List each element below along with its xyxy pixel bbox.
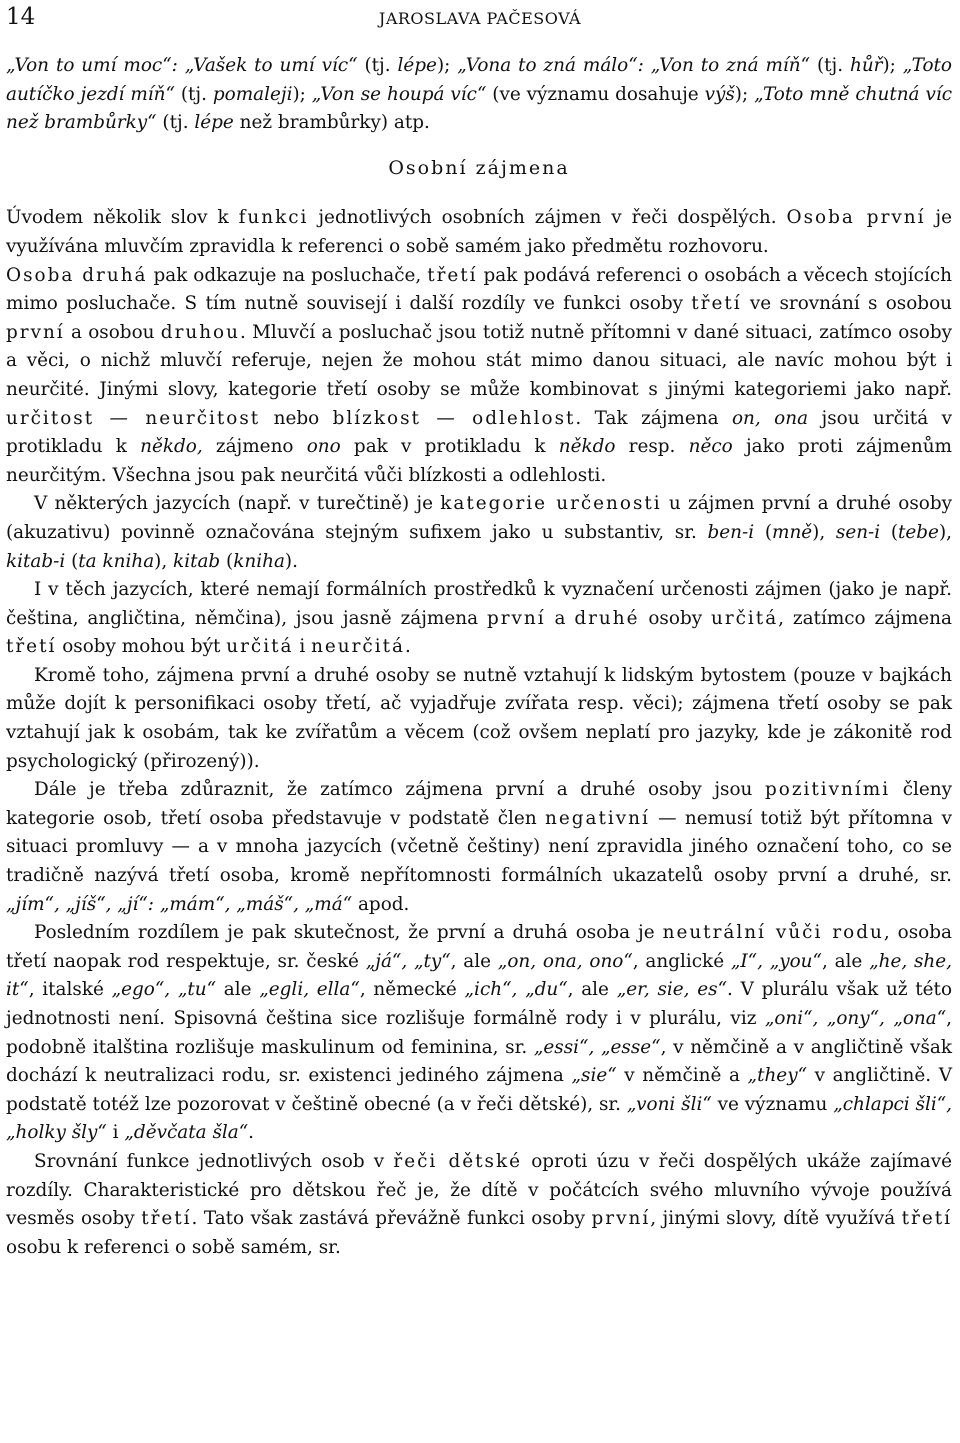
italic-run: „Von to umí moc“: „Vašek to umí víc“: [6, 55, 358, 76]
text-run: Srovnání funkce jednotlivých osob v: [34, 1150, 394, 1172]
paragraph: [6, 662, 952, 776]
italic-run: „ich“, „du“: [464, 979, 568, 1001]
text-run: pak podává referenci o osobách a věcech stojících mimo posluchače. S tím nutně souvisejí i další rozdíly ve funkci osoby: [6, 264, 952, 315]
text-run: , zatímco zájmena: [778, 607, 952, 629]
italic-run: on, ona: [731, 407, 809, 429]
text-run: , jinými slovy, dítě využívá: [650, 1208, 902, 1230]
paragraph: [6, 52, 952, 138]
italic-run: kitab: [173, 550, 221, 572]
text-run: nebo: [260, 407, 333, 429]
text-run: apod.: [352, 893, 410, 915]
text-run: a osobou: [64, 321, 161, 343]
text-run: , anglické: [632, 950, 731, 972]
spaced-emphasis-run: řeči dětské: [393, 1150, 523, 1172]
text-run: pak v protikladu k: [340, 436, 559, 458]
italic-run: „sie“: [571, 1065, 617, 1087]
italic-run: mně: [772, 521, 813, 543]
text-run: ).: [284, 550, 298, 572]
spaced-emphasis-run: třetí: [427, 264, 478, 286]
section-heading: [6, 154, 952, 183]
italic-run: „egli, ella“: [259, 979, 360, 1001]
text-run: (: [65, 550, 79, 572]
text-run: osoby mohou být: [56, 636, 227, 658]
italic-run: lépe: [397, 55, 437, 76]
text-run: );: [436, 55, 458, 76]
spaced-emphasis-run: třetí: [6, 636, 57, 658]
italic-run: „jím“, „jíš“, „jí“: „mám“, „máš“, „má“: [6, 893, 353, 915]
italic-run: „oni“, „ony“, „ona“: [764, 1008, 947, 1029]
text-run: Dále je třeba zdůraznit, že zatímco zájmena první a druhé osoby jsou: [34, 779, 765, 801]
text-run: — nemusí totiž být přítomna v situaci promluvy — a v mnoha jazycích (včetně češtiny) není zpravidla jiného označení toho, co se tradičně nazývá třetí osoba, kromě nepřítomnosti formálních ukazatelů osoby první a druhé, sr.: [6, 807, 952, 887]
spaced-emphasis-run: Osoba první: [786, 207, 926, 229]
text-run: (ve významu dosahuje: [486, 83, 705, 105]
text-run: u zájmen první a druhé osoby (akuzativu) povinně označována stejným sufixem jako u substantiv, sr.: [6, 493, 952, 543]
italic-run: „they“: [747, 1065, 807, 1087]
text-run: Kromě toho, zájmena první a druhé osoby se nutně vztahují k lidským bytostem (pouze v bajkách může dojít k personifikaci osoby třetí, ač vyjadřuje zvířata resp. věci); zájmena třetí osoby se pak vztahují jak k osobám, tak ke zvířatům a věcem (což ovšem neplatí pro jazyky, kde je zákonitě rod psychologický (přirozený)).: [6, 664, 952, 772]
text-run: ale: [216, 979, 260, 1001]
spaced-emphasis-run: první: [486, 607, 546, 629]
text-run: (tj.: [357, 55, 398, 76]
text-run: , italské: [28, 979, 112, 1001]
text-run: ve srovnání s osobou: [741, 293, 953, 315]
italic-run: „Vona to zná málo“: „Von to zná míň“: [457, 55, 811, 76]
text-run: pak odkazuje na posluchače,: [147, 264, 428, 286]
spaced-emphasis-run: Osoba druhá: [6, 264, 148, 286]
italic-run: „ego“, „tu“: [111, 979, 217, 1001]
text-run: , ale: [450, 950, 498, 972]
text-run: (tj.: [810, 55, 850, 76]
spaced-emphasis-run: druhé: [574, 607, 640, 629]
text-run: (: [220, 550, 234, 572]
text-run: );: [292, 83, 312, 105]
italic-run: „I“, „you“: [730, 950, 822, 972]
text-run: );: [882, 55, 903, 76]
italic-run: „Von se houpá víc“: [311, 83, 487, 105]
text-run: v němčině a: [616, 1065, 748, 1087]
text-run: .: [404, 636, 411, 658]
text-run: I v těch jazycích, které nemají formálních prostředků k vyznačení určenosti zájmen (jako je např. čeština, angličtina, němčina), jsou jasně zájmena: [6, 579, 952, 629]
text-run: jako proti zájmenům neurčitým. Všechna jsou pak neurčitá vůči blízkosti a odlehlosti.: [6, 436, 952, 486]
spaced-emphasis-run: funkci: [238, 207, 309, 229]
italic-run: kitab-i: [6, 550, 66, 572]
italic-run: hůř: [849, 55, 883, 76]
spaced-emphasis-run: první: [6, 321, 65, 343]
text-run: , ale: [567, 979, 617, 1001]
text-run: než brambůrky) atp.: [233, 112, 430, 134]
text-run: Posledním rozdílem je pak skutečnost, že první a druhá osoba je: [34, 922, 663, 944]
text-run: zájmeno: [202, 436, 307, 458]
italic-run: „er, sie, es“: [616, 979, 727, 1001]
text-run: .: [248, 1122, 254, 1144]
text-run: , německé: [359, 979, 465, 1001]
text-run: Osobní zájmena: [388, 156, 570, 179]
spaced-emphasis-run: třetí: [901, 1208, 952, 1230]
text-run: v angličtině. V podstatě totéž lze pozorovat v češtině obecné (a v řeči dětské), sr.: [6, 1065, 952, 1115]
spaced-emphasis-run: negativní: [544, 807, 650, 829]
italic-run: výš: [704, 83, 735, 105]
italic-run: něco: [688, 436, 733, 458]
paragraph: [6, 919, 952, 1148]
text-run: jednotlivých osobních zájmen v řeči dospělých.: [308, 207, 787, 229]
text-run: . Mluvčí a posluchač jsou totiž nutně přítomni v dané situaci, zatímco osoby a věci, o nichž mluvčí referuje, nejen že mohou stát mimo danou situaci, ale navíc mohou být i neurčité. Jinými slovy, kategorie třetí osoby se může kombinovat s jinými kategoriemi jako např.: [6, 321, 953, 400]
text-run: );: [734, 83, 755, 105]
text-run: ve významu: [711, 1093, 834, 1115]
spaced-emphasis-run: třetí: [141, 1208, 192, 1230]
body-text: [6, 52, 952, 1262]
paragraph: [6, 204, 952, 261]
italic-run: „já“, „ty“: [365, 950, 451, 972]
text-run: ),: [938, 521, 952, 543]
text-run: ),: [154, 550, 174, 572]
text-run: ),: [812, 521, 836, 543]
italic-run: někdo: [558, 436, 616, 458]
text-run: , v němčině a v angličtině však dochází k neutralizaci rodu, sr. existenci jediného zájmena: [6, 1036, 952, 1087]
italic-run: ben-i: [707, 521, 755, 543]
spaced-emphasis-run: pozitivními: [764, 779, 891, 801]
text-run: i: [106, 1122, 125, 1144]
italic-run: pomaleji: [212, 83, 293, 105]
spaced-emphasis-run: určitá: [226, 636, 294, 658]
italic-run: „he, she, it“: [6, 950, 952, 1001]
italic-run: sen-i: [835, 521, 881, 543]
italic-run: „děvčata šla“: [124, 1122, 249, 1144]
text-run: i: [293, 636, 312, 658]
text-run: . Tak zájmena: [575, 407, 732, 429]
text-run: , ale: [821, 950, 870, 972]
spaced-emphasis-run: neutrální vůči rodu: [662, 922, 884, 944]
text-run: je využívána mluvčím zpravidla k referenci o sobě samém jako předmětu rozhovoru.: [6, 207, 953, 257]
text-run: (tj.: [174, 83, 213, 105]
italic-run: tebe: [898, 521, 939, 543]
spaced-emphasis-run: neurčitá: [311, 636, 405, 658]
text-run: (: [880, 521, 899, 543]
italic-run: „voni šli“: [626, 1093, 712, 1115]
spaced-emphasis-run: třetí: [691, 293, 742, 315]
text-run: . Tato však zastává převážně funkci osoby: [191, 1208, 592, 1230]
text-run: jsou určitá v protikladu k: [6, 407, 952, 458]
text-run: , podobně italština rozlišuje maskulinum od feminina, sr.: [6, 1008, 952, 1058]
italic-run: někdo,: [140, 436, 203, 458]
italic-run: „on, ona, ono“: [497, 950, 633, 972]
italic-run: „Toto mně chutná víc než brambůrky“: [6, 83, 953, 134]
spaced-emphasis-run: kategorie určenosti: [440, 493, 662, 515]
running-head: JAROSLAVA PAČESOVÁ: [378, 9, 582, 28]
spaced-emphasis-run: druhou: [160, 321, 240, 343]
italic-run: ta kniha: [78, 550, 155, 572]
text-run: . V plurálu však už této jednotnosti není. Spisovná čeština sice rozlišuje formálně rody i v plurálu, viz: [6, 979, 953, 1029]
italic-run: „essi“, „esse“: [533, 1036, 661, 1058]
italic-run: „Toto autíčko jezdí míň“: [6, 55, 952, 105]
spaced-emphasis-run: určitá: [710, 607, 779, 629]
text-run: členy kategorie osob, třetí osoba představuje v podstatě člen: [6, 779, 952, 829]
text-run: (: [754, 521, 772, 543]
text-run: V některých jazycích (např. v turečtině) je: [34, 493, 441, 515]
text-run: osoby: [639, 607, 711, 629]
text-run: resp.: [615, 436, 689, 458]
text-run: (tj.: [156, 112, 195, 134]
paragraph: [6, 776, 952, 919]
italic-run: lépe: [194, 112, 234, 134]
spaced-emphasis-run: blízkost — odlehlost: [332, 407, 576, 429]
text-run: oproti úzu v řeči dospělých ukáže zajímavé rozdíly. Charakteristické pro dětskou řeč je, že dítě v počátcích svého mluvního vývoje používá vesměs osoby: [6, 1150, 952, 1230]
italic-run: „chlapci šli“, „holky šly“: [6, 1093, 953, 1144]
page-header: [6, 4, 954, 34]
text-run: a: [545, 607, 575, 629]
paragraph: [6, 490, 952, 576]
italic-run: ono: [306, 436, 341, 458]
spaced-emphasis-run: určitost — neurčitost: [6, 407, 261, 429]
spaced-emphasis-run: první: [591, 1208, 651, 1230]
text-run: osobu k referenci o sobě samém, sr.: [6, 1236, 341, 1258]
paragraph: [6, 1148, 952, 1262]
text-run: Úvodem několik slov k: [6, 207, 239, 229]
page-number: 14: [6, 4, 36, 30]
italic-run: kniha: [233, 550, 285, 572]
paragraph: [6, 262, 952, 491]
text-run: , osoba třetí naopak rod respektuje, sr. české: [6, 922, 952, 972]
paragraph: [6, 576, 952, 662]
